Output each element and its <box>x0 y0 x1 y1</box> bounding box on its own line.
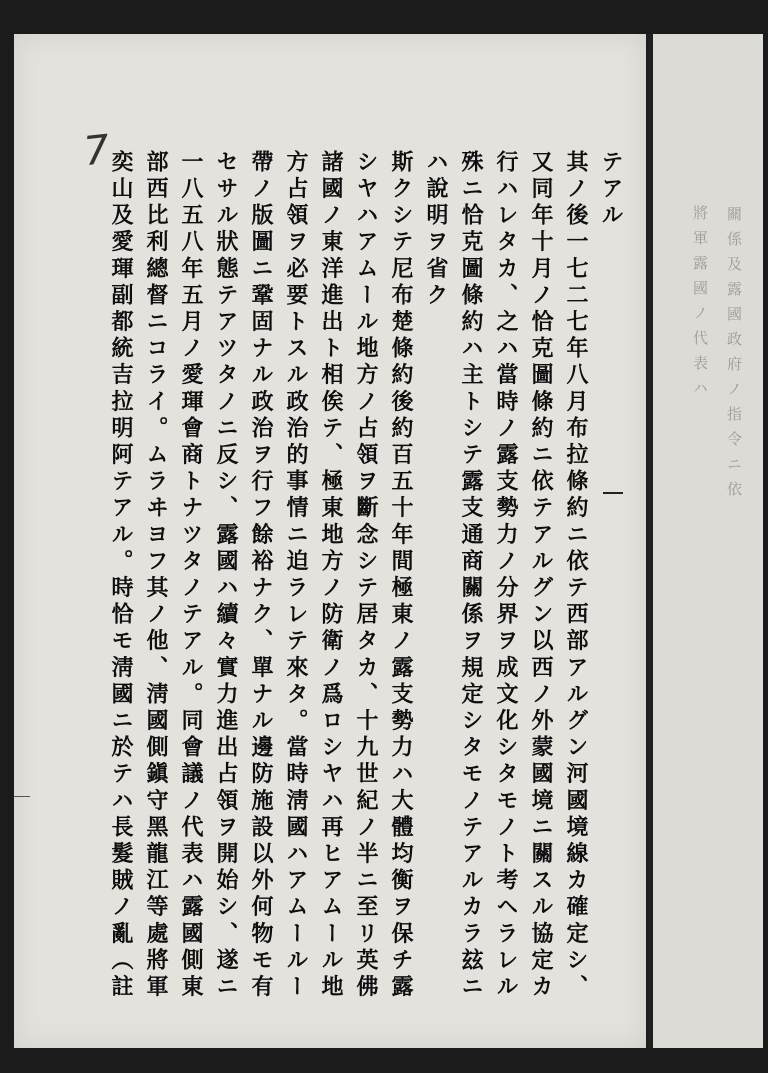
text-column-12: セサル狀態テアツタノニ反シ、露國ハ續々實力進出占領ヲ開始シ、遂ニ <box>213 150 239 1002</box>
text-column-1: テアル <box>598 150 624 230</box>
text-column-9: 諸國ノ東洋進出ト相俟テ、極東地方ノ防衛ノ爲ロシヤハ再ヒアムール地 <box>318 150 344 1002</box>
text-column-15: 奕山及愛琿副都統吉拉明阿テアル。時恰モ淸國ニ於テハ長髮賊ノ亂（註 <box>108 150 134 1002</box>
facing-page-text-1: 將軍露國ノ代表ハ <box>691 205 709 405</box>
margin-dash <box>603 492 623 494</box>
text-column-11: 帶ノ版圖ニ鞏固ナル政治ヲ行フ餘裕ナク、單ナル邊防施設以外何物モ有 <box>248 150 274 1002</box>
text-column-14: 部西比利總督ニコライ。ムラヰヨフ其ノ他、淸國側鎭守黑龍江等處將軍 <box>143 150 169 1002</box>
text-column-2: 其ノ後一七二七年八月布拉條約ニ依テ西部アルグン河國境線カ確定シ、 <box>563 150 589 1002</box>
text-column-4: 行ハレタカ、之ハ當時ノ露支勢力ノ分界ヲ成文化シタモノト考ヘラレル <box>493 150 519 1002</box>
text-column-7: 斯クシテ尼布楚條約後約百五十年間極東ノ露支勢力ハ大體均衡ヲ保チ露 <box>388 150 414 1002</box>
text-column-8: シヤハアムール地方ノ占領ヲ斷念シテ居タカ、十九世紀ノ半ニ至リ英佛 <box>353 150 379 1002</box>
margin-mark <box>14 796 30 797</box>
facing-page <box>653 34 763 1048</box>
text-column-6: ハ說明ヲ省ク <box>423 150 449 310</box>
text-column-5: 殊ニ恰克圖條約ハ主トシテ露支通商關係ヲ規定シタモノテアルカラ玆ニ <box>458 150 484 1002</box>
text-column-10: 方占領ヲ必要トスル政治的事情ニ迫ラレテ來タ。當時淸國ハアムールー <box>283 150 309 1002</box>
handwritten-page-number: 7 <box>81 126 112 176</box>
facing-page-text-2: 關係及露國政府ノ指令ニ依 <box>725 206 743 506</box>
text-column-13: 一八五八年五月ノ愛琿會商トナツタノテアル。同會議ノ代表ハ露國側東 <box>178 150 204 1002</box>
text-column-3: 又同年十月ノ恰克圖條約ニ依テアルグン以西ノ外蒙國境ニ關スル協定カ <box>528 150 554 1002</box>
